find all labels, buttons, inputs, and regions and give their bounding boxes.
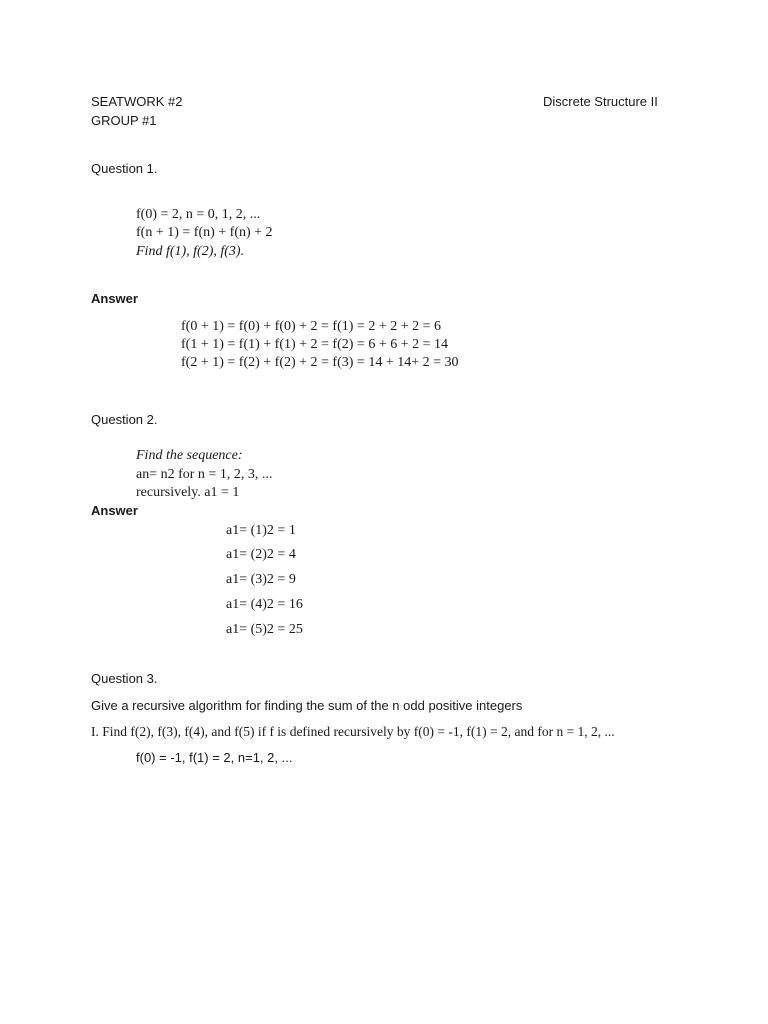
q1-given-line: f(0) = 2, n = 0, 1, 2, ...	[136, 207, 261, 222]
q1-answer-label: Answer	[91, 291, 138, 306]
q2-given-line: an= n2 for n = 1, 2, 3, ...	[136, 467, 273, 482]
q3-given-line: f(0) = -1, f(1) = 2, n=1, 2, ...	[136, 750, 293, 765]
q2-answer-line: a1= (4)2 = 16	[226, 597, 303, 612]
course-name: Discrete Structure II	[543, 94, 658, 109]
q1-given-line: Find f(1), f(2), f(3).	[136, 244, 245, 259]
q2-answer-line: a1= (3)2 = 9	[226, 572, 296, 587]
q2-answer-line: a1= (2)2 = 4	[226, 547, 296, 562]
q3-prompt: Give a recursive algorithm for finding the sum of the n odd positive integers	[91, 698, 523, 713]
q1-given-line: f(n + 1) = f(n) + f(n) + 2	[136, 225, 273, 240]
q1-answer-line: f(0 + 1) = f(0) + f(0) + 2 = f(1) = 2 + 2 + 2 = 6	[181, 319, 442, 334]
group-label: GROUP #1	[91, 113, 157, 128]
q2-answer-label: Answer	[91, 503, 138, 518]
q3-part-1: I. Find f(2), f(3), f(4), and f(5) if f is defined recursively by f(0) = -1, f(1) = 2, and for n = 1, 2, ...	[91, 724, 615, 739]
q2-given-line: recursively. a1 = 1	[136, 485, 240, 500]
q2-answer-line: a1= (5)2 = 25	[226, 622, 303, 637]
q1-answer-line: f(2 + 1) = f(2) + f(2) + 2 = f(3) = 14 + 14+ 2 = 30	[181, 355, 459, 370]
q2-given-line: Find the sequence:	[136, 448, 243, 463]
doc-title: SEATWORK #2	[91, 94, 183, 109]
q2-answer-line: a1= (1)2 = 1	[226, 523, 296, 538]
question-3-title: Question 3.	[91, 671, 158, 686]
q1-answer-line: f(1 + 1) = f(1) + f(1) + 2 = f(2) = 6 + 6 + 2 = 14	[181, 337, 449, 352]
question-1-title: Question 1.	[91, 161, 158, 176]
question-2-title: Question 2.	[91, 412, 158, 427]
